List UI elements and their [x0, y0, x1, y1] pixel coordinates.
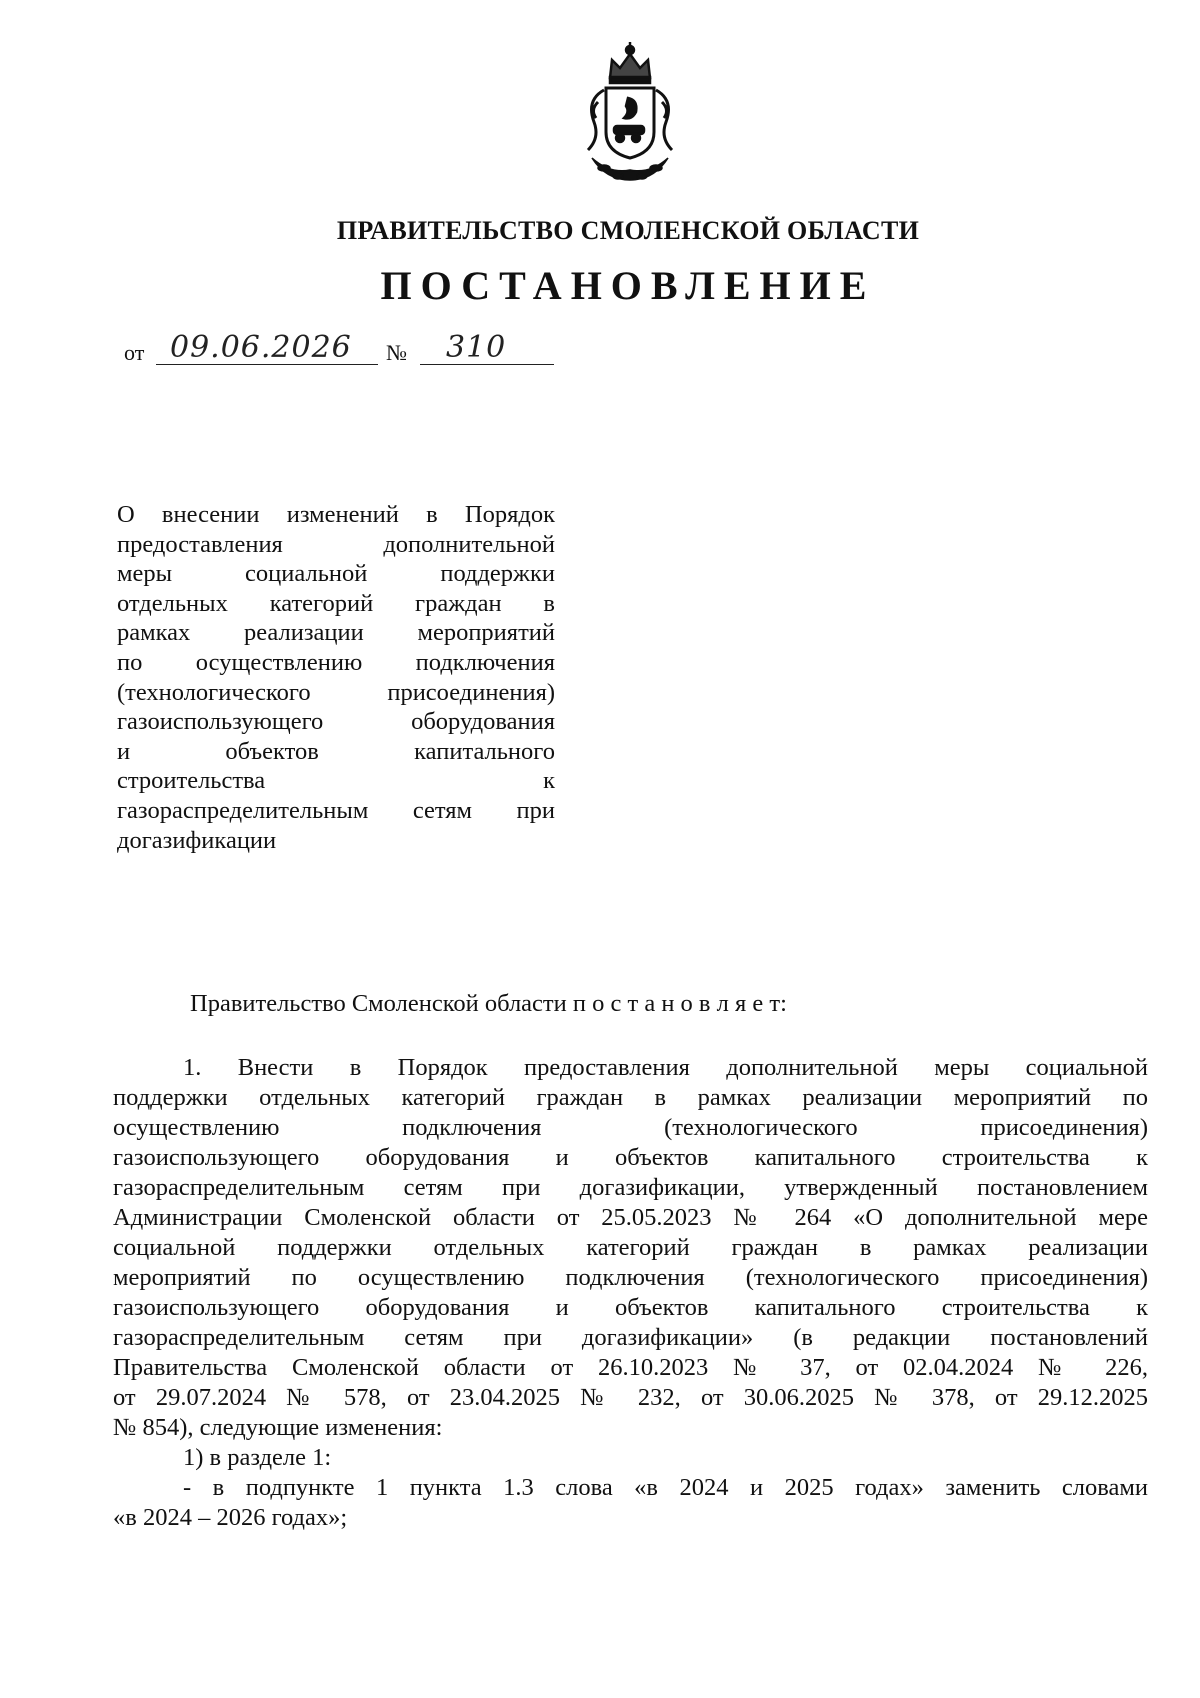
title-line: газораспределительным сетям при: [117, 796, 555, 824]
title-line: строительства к: [117, 767, 555, 795]
title-line: и объектов капитального: [117, 737, 555, 765]
body-line: Правительства Смоленской области от 26.10.2023 № 37, от 02.04.2024 № 226,: [113, 1354, 1148, 1381]
document-body: [113, 1053, 1148, 1533]
body-line: - в подпункте 1 пункта 1.3 слова «в 2024 и 2025 годах» заменить словами: [183, 1474, 1148, 1501]
title-line: отдельных категорий граждан в: [117, 589, 555, 617]
body-line: Администрации Смоленской области от 25.05.2023 № 264 «О дополнительной мере: [113, 1204, 1148, 1231]
number-label: №: [386, 340, 407, 365]
body-line: 1) в разделе 1:: [183, 1444, 332, 1471]
body-line: поддержки отдельных категорий граждан в рамках реализации мероприятий по: [113, 1084, 1148, 1111]
title-line: рамках реализации мероприятий: [117, 619, 555, 647]
body-line: газораспределительным сетям при догазификации» (в редакции постановлений: [113, 1324, 1148, 1351]
body-line: социальной поддержки отдельных категорий граждан в рамках реализации: [113, 1234, 1148, 1261]
title-line: догазификации: [117, 826, 277, 854]
organization-name: ПРАВИТЕЛЬСТВО СМОЛЕНСКОЙ ОБЛАСТИ: [336, 216, 920, 245]
title-line: предоставления дополнительной: [117, 530, 555, 558]
handwritten-number: 310: [446, 330, 507, 365]
crown-icon: [610, 42, 650, 83]
preamble: [190, 990, 787, 1018]
title-line: (технологического присоединения): [117, 678, 555, 706]
body-line: 1. Внести в Порядок предоставления дополнительной меры социальной: [183, 1054, 1148, 1081]
number-field: [420, 330, 554, 365]
handwritten-date: 09.06.2026: [170, 330, 352, 365]
body-line: от 29.07.2024 № 578, от 23.04.2025 № 232, от 30.06.2025 № 378, от 29.12.2025: [113, 1384, 1148, 1411]
body-line: № 854), следующие изменения:: [113, 1414, 443, 1441]
body-line: газоиспользующего оборудования и объектов капитального строительства к: [113, 1144, 1148, 1171]
oak-wreath-icon: [592, 158, 668, 180]
document-title: [117, 500, 555, 855]
date-field: [156, 330, 378, 365]
document-type-heading: ПОСТАНОВЛЕНИЕ: [380, 263, 876, 308]
title-line: газоиспользующего оборудования: [117, 708, 555, 736]
coat-of-arms-emblem: [570, 40, 690, 190]
preamble-verb: п о с т а н о в л я е т:: [572, 990, 787, 1017]
title-line: О внесении изменений в Порядок: [117, 501, 555, 528]
preamble-subject: Правительство Смоленской области: [190, 990, 573, 1017]
body-line: осуществлению подключения (технологического присоединения): [113, 1114, 1148, 1141]
date-from-label: от: [124, 340, 145, 365]
body-line: газораспределительным сетям при догазификации, утвержденный постановлением: [113, 1174, 1148, 1201]
date-number-line: [124, 330, 564, 370]
title-line: по осуществлению подключения: [117, 648, 555, 676]
title-line: меры социальной поддержки: [117, 560, 555, 588]
body-line: «в 2024 – 2026 годах»;: [113, 1504, 348, 1531]
body-line: газоиспользующего оборудования и объектов капитального строительства к: [113, 1294, 1148, 1321]
body-line: мероприятий по осуществлению подключения (технологического присоединения): [113, 1264, 1148, 1291]
